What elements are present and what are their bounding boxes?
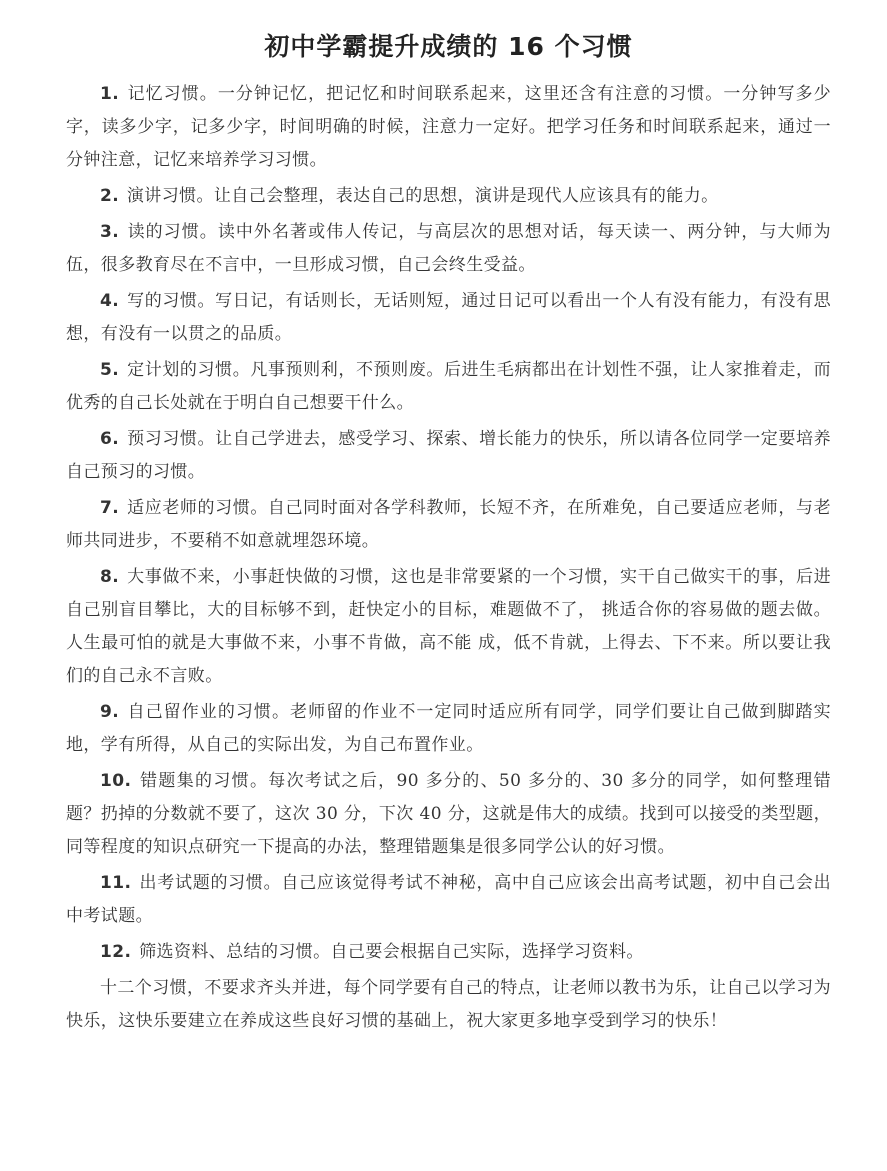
habit-item-6	[66, 423, 831, 489]
item-number: 3.	[100, 222, 120, 242]
item-number: 8.	[100, 567, 120, 587]
item-text: 读的习惯。读中外名著或伟人传记，与高层次的思想对话，每天读一、两分钟，与大师为伍，很多教育尽在不言中，一旦形成习惯，自己会终生受益。	[66, 222, 831, 275]
habit-item-11	[66, 867, 831, 933]
item-number: 2.	[100, 186, 120, 206]
item-number: 6.	[100, 429, 120, 449]
item-number: 10.	[100, 771, 132, 791]
item-number: 5.	[100, 360, 120, 380]
item-number: 1.	[100, 84, 120, 104]
item-text: 定计划的习惯。凡事预则利，不预则废。后进生毛病都出在计划性不强，让人家推着走，而优秀的自己长处就在于明白自己想要干什么。	[66, 360, 831, 413]
item-number: 4.	[100, 291, 120, 311]
item-text: 筛选资料、总结的习惯。自己要会根据自己实际，选择学习资料。	[139, 942, 644, 962]
item-text: 出考试题的习惯。自己应该觉得考试不神秘，高中自己应该会出高考试题，初中自己会出中考试题。	[66, 873, 831, 926]
item-text: 错题集的习惯。每次考试之后，90 多分的、50 多分的、30 多分的同学，如何整理错题？扔掉的分数就不要了，这次 30 分，下次 40 分，这就是伟大的成绩。找到可以接受的类型题，同等程度的知识点研究一下提高的办法，整理错题集是很多同学公认的好习惯。	[66, 771, 832, 857]
habit-item-3	[66, 216, 831, 282]
habit-item-12	[66, 936, 831, 969]
document-title: 初中学霸提升成绩的 16 个习惯	[264, 32, 633, 61]
item-text: 记忆习惯。一分钟记忆，把记忆和时间联系起来，这里还含有注意的习惯。一分钟写多少字，读多少字，记多少字，时间明确的时候，注意力一定好。把学习任务和时间联系起来，通过一分钟注意，记忆来培养学习习惯。	[66, 84, 831, 170]
habit-item-10	[66, 765, 831, 864]
habit-item-7	[66, 492, 831, 558]
habit-item-4	[66, 285, 831, 351]
habit-item-1	[66, 78, 831, 177]
item-text: 演讲习惯。让自己会整理，表达自己的思想，演讲是现代人应该具有的能力。	[126, 186, 719, 206]
conclusion-paragraph: 十二个习惯，不要求齐头并进，每个同学要有自己的特点，让老师以教书为乐，让自己以学习为快乐，这快乐要建立在养成这些良好习惯的基础上，祝大家更多地享受到学习的快乐！	[66, 978, 831, 1031]
item-text: 预习习惯。让自己学进去，感受学习、探索、增长能力的快乐，所以请各位同学一定要培养自己预习的习惯。	[66, 429, 831, 482]
item-number: 7.	[100, 498, 120, 518]
item-number: 11.	[100, 873, 132, 893]
item-text: 自己留作业的习惯。老师留的作业不一定同时适应所有同学，同学们要让自己做到脚踏实地，学有所得，从自己的实际出发，为自己布置作业。	[66, 702, 831, 755]
item-text: 适应老师的习惯。自己同时面对各学科教师，长短不齐，在所难免，自己要适应老师，与老师共同进步，不要稍不如意就埋怨环境。	[66, 498, 831, 551]
item-text: 写的习惯。写日记，有话则长，无话则短，通过日记可以看出一个人有没有能力，有没有思想，有没有一以贯之的品质。	[66, 291, 831, 344]
item-number: 9.	[100, 702, 120, 722]
item-number: 12.	[100, 942, 132, 962]
habit-item-5	[66, 354, 831, 420]
habit-item-2	[66, 180, 831, 213]
habit-item-8	[66, 561, 831, 693]
habit-item-9	[66, 696, 831, 762]
item-text: 大事做不来，小事赶快做的习惯，这也是非常要紧的一个习惯，实干自己做实干的事，后进自己别盲目攀比，大的目标够不到，赶快定小的目标，难题做不了， 挑适合你的容易做的题去做。人生最可怕的就是大事做不来，小事不肯做，高不能 成，低不肯就，上得去、下不来。所以要让我们的自己永不言败。	[66, 567, 831, 686]
